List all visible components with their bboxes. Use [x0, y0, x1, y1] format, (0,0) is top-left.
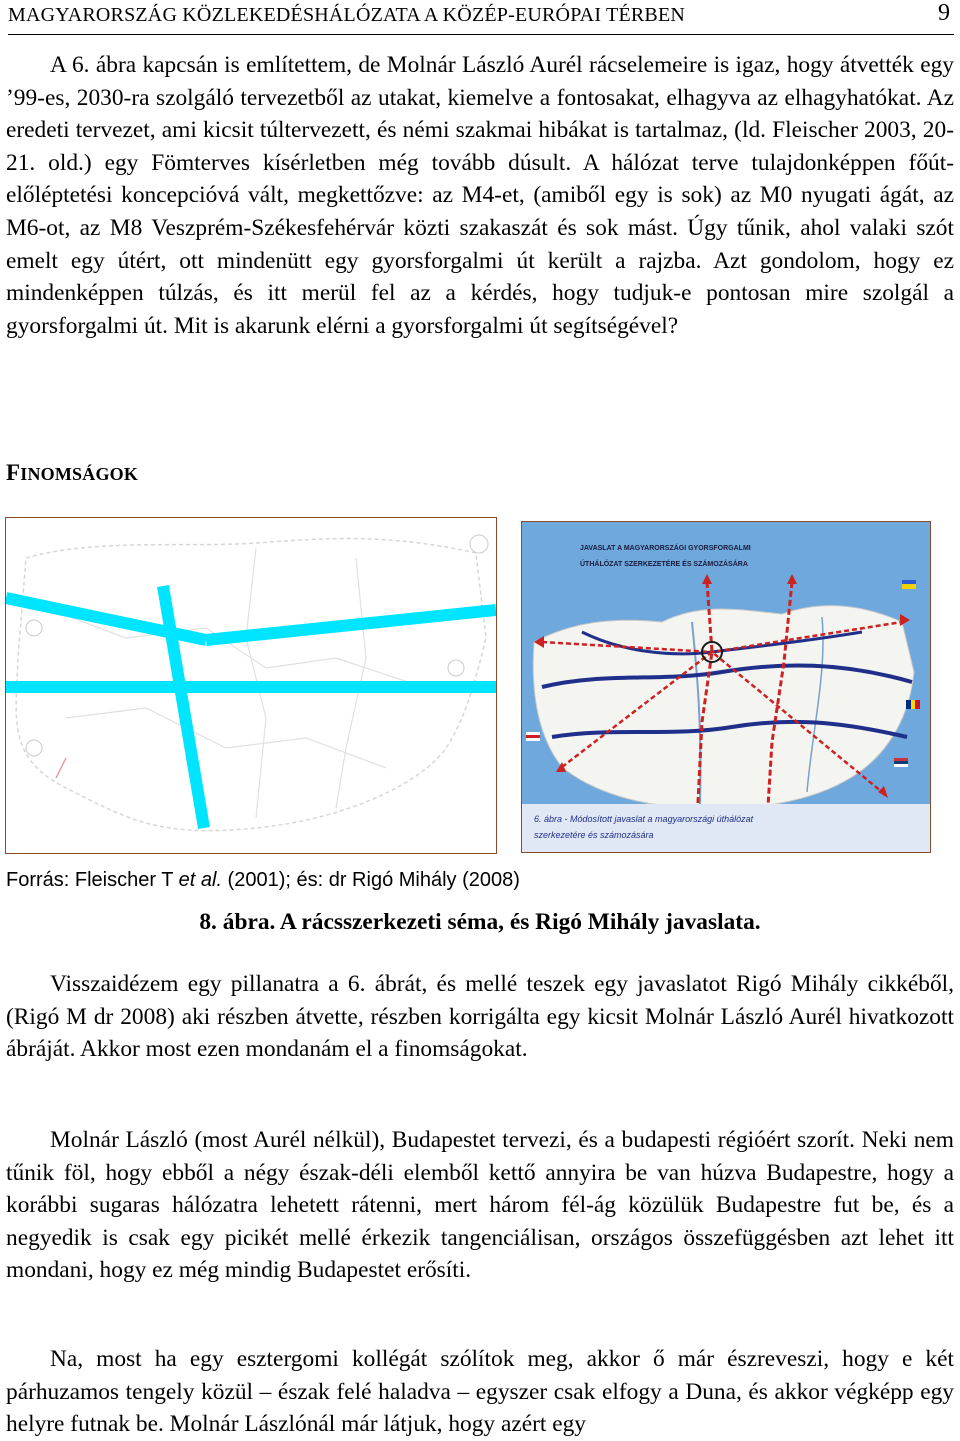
flag-icon [906, 700, 911, 709]
flag-icon [526, 735, 540, 738]
city-marker [26, 740, 42, 756]
background-road [56, 758, 66, 778]
grid-schema-svg [6, 518, 496, 853]
source-italic: et al. [178, 869, 222, 891]
map-title-line-1: JAVASLAT A MAGYARORSZÁGI GYORSFORGALMI [580, 545, 751, 552]
city-marker [470, 535, 488, 553]
grid-line-north-axis [206, 610, 496, 640]
paragraph-1: A 6. ábra kapcsán is említettem, de Molnár László Aurél rácselemeire is igaz, hogy átvették egy ’99-es, 2030-ra szolgáló tervezetből az utakat, kiemelve a fontosakat, elhagyva az elhagyhatókat. Az eredeti tervezet, ami kicsit túltervezett, és némi szakmai hibákat is tartalmaz, (ld. Fleischer 2003, 20-21. old.) egy Fömterves kísérletben még tovább dúsult. A hálózat terve tulajdonképpen főút-előléptetési koncepcióvá vált, megkettőzve: az M4-et, (amiből egy is sok) az M0 nyugati ágát, az M6-ot, az M8 Veszprém-Székesfehérvár közti szakaszát és sok mást. Úgy tűnik, ahol valaki szót emelt egy útért, ott mindenütt egy gyorsforgalmi út került a rajzba. Azt gondolom, hogy ez mindenképpen túlzás, és itt merül fel az a kérdés, hogy tudjuk-e pontosan mire szolgál a gyorsforgalmi út. Mit is akarunk elérni a gyorsforgalmi út segítségével? [6, 52, 954, 339]
map-caption-band [522, 804, 930, 852]
figure-caption: 8. ábra. A rácsszerkezeti séma, és Rigó Mihály javaslata. [199, 909, 761, 935]
source-suffix: (2001); és: dr Rigó Mihály (2008) [222, 869, 520, 891]
page-number: 9 [938, 0, 950, 26]
flag-icon [902, 580, 916, 584]
source-prefix: Forrás: Fleischer T [6, 869, 179, 891]
section-title-rest: INOMSÁGOK [20, 464, 139, 484]
map-caption-line-2: szerkezetére és számozására [534, 830, 654, 840]
section-title [6, 460, 138, 486]
flag-icon [915, 700, 920, 709]
city-marker [448, 660, 464, 676]
paragraph-3: Molnár László (most Aurél nélkül), Budapestet tervezi, és a budapesti régióért szorít. Neki nem tűnik föl, hogy ebből a négy észak-déli elemből kettő annyira be van húzva Budapestre, hogy a korábbi sugaras hálózatra lehetett rátenni, mert három fél-ág közülük Budapestre fut be, és a negyedik is csak egy picikét mellé érkezik tangenciálisan, országos összefüggésben azt lehet itt mondani, hogy ez még mindig Budapestet erősíti. [6, 1127, 954, 1284]
rigo-proposal-map [521, 521, 931, 853]
grid-line-north-south [163, 586, 204, 828]
running-title: MAGYARORSZÁG KÖZLEKEDÉSHÁLÓZATA A KÖZÉP-EURÓPAI TÉRBEN [8, 4, 686, 26]
flag-icon [894, 761, 908, 764]
page-header [8, 0, 954, 35]
paragraph-2: Visszaidézem egy pillanatra a 6. ábrát, és mellé teszek egy javaslatot Rigó Mihály cikkéből, (Rigó M dr 2008) aki részben átvette, részben korrigálta egy kicsit Molnár László Aurél hivatkozott ábráját. Akkor most ezen mondanám el a finomságokat. [6, 971, 954, 1063]
paragraph-4: Na, most ha egy esztergomi kollégát szólítok meg, akkor ő már észreveszi, hogy e két párhuzamos tengely közül – észak felé haladva – egyszer csak elfogy a Duna, és akkor végképp egy helyre futnak be. Molnár Lászlónál már látjuk, hogy azért egy [6, 1346, 954, 1438]
background-road [66, 708, 386, 768]
figure-source [6, 869, 520, 892]
city-marker [26, 620, 42, 636]
map-caption-line-1: 6. ábra - Módosított javaslat a magyarországi úthálózat [534, 814, 754, 824]
section-title-initial: F [6, 460, 21, 485]
map-title-line-2: ÚTHÁLÓZAT SZERKEZETÉRE ÉS SZÁMOZÁSÁRA [580, 561, 748, 568]
rigo-proposal-svg [522, 522, 930, 852]
flag-icon [894, 764, 908, 767]
grid-schema-map [5, 517, 497, 854]
